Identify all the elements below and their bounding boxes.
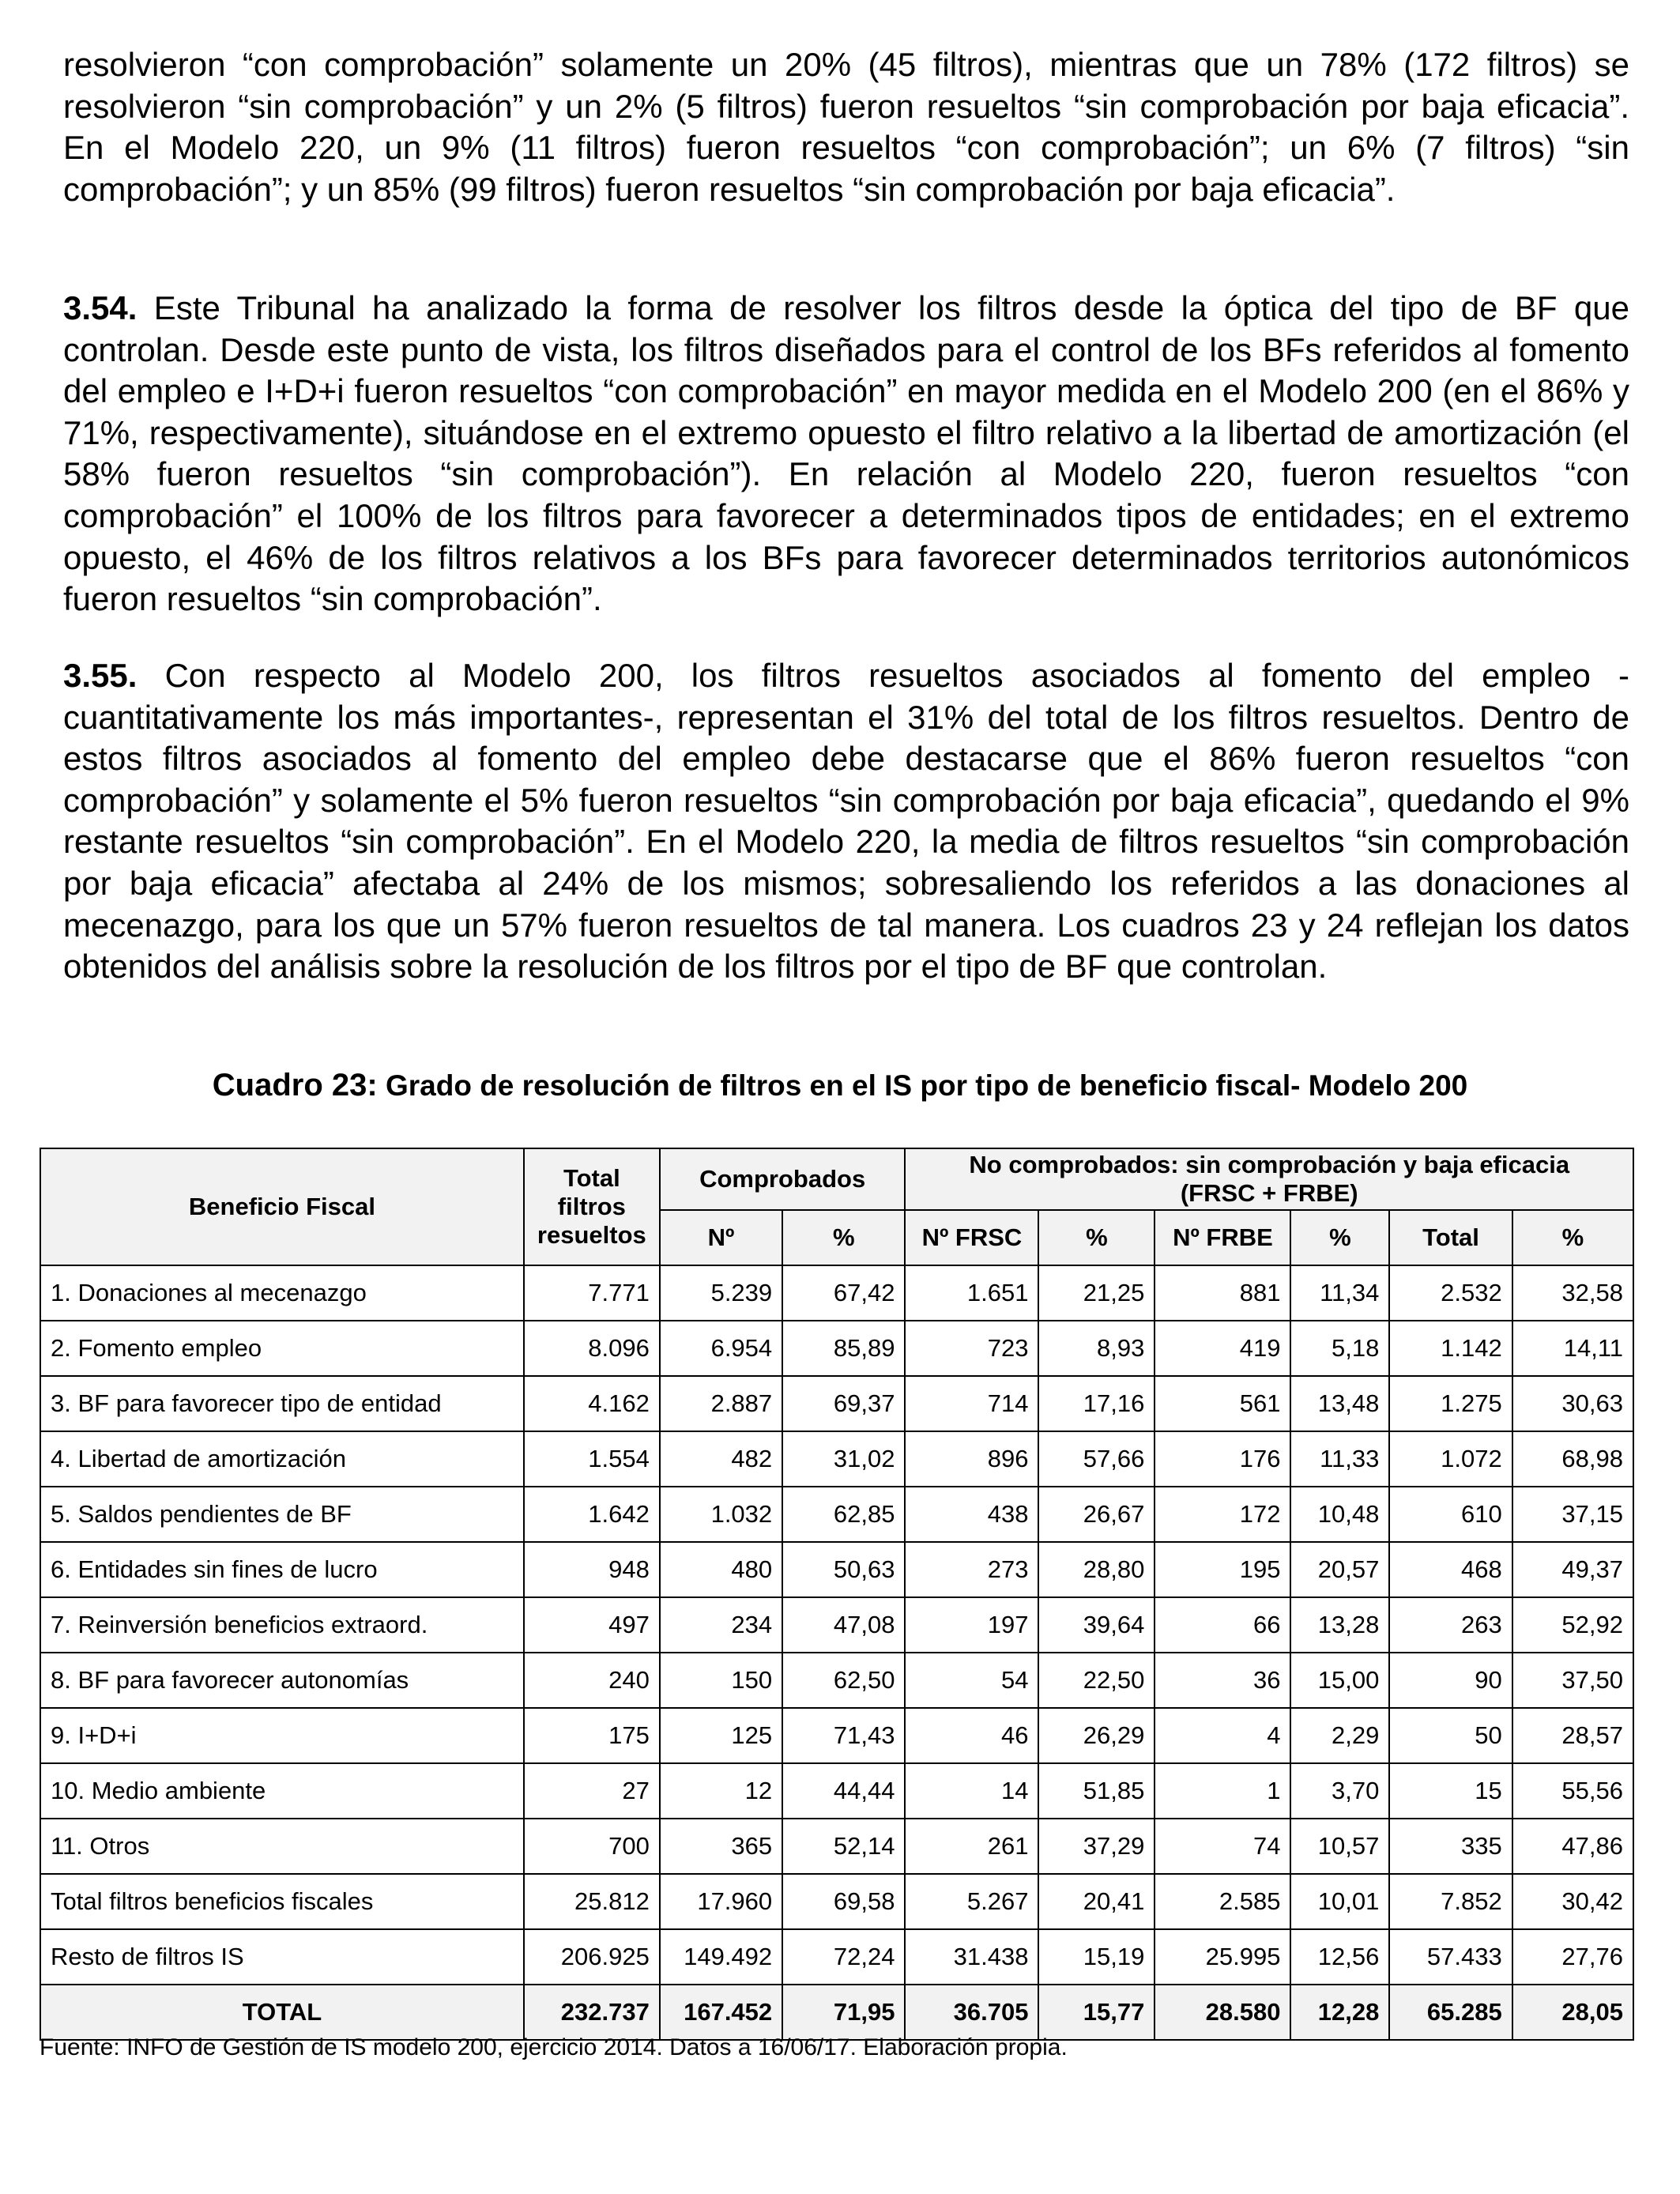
table-cell: 37,50: [1512, 1653, 1633, 1708]
table-cell: 1: [1155, 1763, 1290, 1819]
table-cell: 10,48: [1290, 1487, 1389, 1542]
table-cell: 610: [1389, 1487, 1512, 1542]
header-sub: Total: [1389, 1210, 1512, 1265]
table-cell: 2,29: [1290, 1708, 1389, 1763]
table-cell: 49,37: [1512, 1542, 1633, 1597]
table-cell: 71,95: [782, 1985, 905, 2040]
table-row: [40, 1321, 1633, 1376]
header-sub: %: [1038, 1210, 1155, 1265]
table-row: [40, 1597, 1633, 1653]
table-cell: 62,50: [782, 1653, 905, 1708]
table-cell: 8,93: [1038, 1321, 1155, 1376]
table-cell: 1.072: [1389, 1431, 1512, 1487]
table-cell: 15: [1389, 1763, 1512, 1819]
table-cell: 31.438: [905, 1929, 1038, 1985]
table-row: [40, 1542, 1633, 1597]
table-cell: 15,77: [1038, 1985, 1155, 2040]
row-label-cell: 1. Donaciones al mecenazgo: [40, 1265, 524, 1321]
table-cell: 30,42: [1512, 1874, 1633, 1929]
table-row: [40, 1708, 1633, 1763]
table-total-row: [40, 1985, 1633, 2040]
table-cell: 5,18: [1290, 1321, 1389, 1376]
paragraph-text: Este Tribunal ha analizado la forma de resolver los filtros desde la óptica del tipo de BF que controlan. Desde este punto de vista, los filtros diseñados para el control de los BFs referidos al fomento del empleo e I+D+i fueron resueltos “con comprobación” en mayor medida en el Modelo 200 (en el 86% y 71%, respectivamente), situándose en el extremo opuesto el filtro relativo a la libertad de amortización (el 58% fueron resueltos “sin comprobación”). En relación al Modelo 220, fueron resueltos “con comprobación” el 100% de los filtros para favorecer a determinados tipos de entidades; en el extremo opuesto, el 46% de los filtros relativos a los BFs para favorecer determinados territorios autonómicos fueron resueltos “sin comprobación”.: [63, 289, 1629, 618]
table-cell: 10,01: [1290, 1874, 1389, 1929]
row-label-cell: 6. Entidades sin fines de lucro: [40, 1542, 524, 1597]
table-cell: 57.433: [1389, 1929, 1512, 1985]
paragraph-number: 3.54.: [63, 289, 137, 326]
header-comprobados: Comprobados: [660, 1148, 906, 1210]
table-cell: 263: [1389, 1597, 1512, 1653]
table-cell: 68,98: [1512, 1431, 1633, 1487]
table-cell: 2.532: [1389, 1265, 1512, 1321]
table-cell: 700: [524, 1819, 660, 1874]
table-cell: 69,58: [782, 1874, 905, 1929]
table-cell: 90: [1389, 1653, 1512, 1708]
table-row: [40, 1763, 1633, 1819]
table-cell: 67,42: [782, 1265, 905, 1321]
table-cell: 4: [1155, 1708, 1290, 1763]
table-cell: 26,29: [1038, 1708, 1155, 1763]
table-cell: 896: [905, 1431, 1038, 1487]
table-row: [40, 1431, 1633, 1487]
header-sub: Nº: [660, 1210, 782, 1265]
table-cell: 2.887: [660, 1376, 782, 1431]
table-cell: 15,00: [1290, 1653, 1389, 1708]
table-cell: 28.580: [1155, 1985, 1290, 2040]
table-cell: 175: [524, 1708, 660, 1763]
table-cell: 28,57: [1512, 1708, 1633, 1763]
table-cell: 37,29: [1038, 1819, 1155, 1874]
table-row: [40, 1874, 1633, 1929]
table-cell: 197: [905, 1597, 1038, 1653]
table-cell: 66: [1155, 1597, 1290, 1653]
table-cell: 206.925: [524, 1929, 660, 1985]
table-caption: [0, 1067, 1680, 1104]
paragraph-continuation: [63, 44, 1629, 210]
table-cell: 7.852: [1389, 1874, 1512, 1929]
table-cell: 273: [905, 1542, 1038, 1597]
table-cell: 14: [905, 1763, 1038, 1819]
table-cell: 261: [905, 1819, 1038, 1874]
table-cell: 25.812: [524, 1874, 660, 1929]
table-cell: 1.554: [524, 1431, 660, 1487]
row-label-cell: 10. Medio ambiente: [40, 1763, 524, 1819]
table-cell: 26,67: [1038, 1487, 1155, 1542]
table-cell: 27,76: [1512, 1929, 1633, 1985]
table-cell: 234: [660, 1597, 782, 1653]
table-cell: 1.642: [524, 1487, 660, 1542]
row-label-cell: 8. BF para favorecer autonomías: [40, 1653, 524, 1708]
table-cell: 52,14: [782, 1819, 905, 1874]
table-row: [40, 1929, 1633, 1985]
table-cell: 31,02: [782, 1431, 905, 1487]
table-cell: 1.142: [1389, 1321, 1512, 1376]
table-cell: 50,63: [782, 1542, 905, 1597]
table-cell: 438: [905, 1487, 1038, 1542]
row-label-cell: 11. Otros: [40, 1819, 524, 1874]
table-cell: 17.960: [660, 1874, 782, 1929]
table-cell: 22,50: [1038, 1653, 1155, 1708]
table-row: [40, 1819, 1633, 1874]
table-cell: 17,16: [1038, 1376, 1155, 1431]
paragraph-3-54: [63, 288, 1629, 620]
table-cell: 74: [1155, 1819, 1290, 1874]
table-cell: 25.995: [1155, 1929, 1290, 1985]
caption-title: Grado de resolución de filtros en el IS por tipo de beneficio fiscal- Modelo 200: [377, 1069, 1468, 1102]
row-label-cell: Resto de filtros IS: [40, 1929, 524, 1985]
table-cell: 497: [524, 1597, 660, 1653]
table-cell: 149.492: [660, 1929, 782, 1985]
paragraph-text: resolvieron “con comprobación” solamente un 20% (45 filtros), mientras que un 78% (172 filtros) se resolvieron “sin comprobación” y un 2% (5 filtros) fueron resueltos “sin comprobación por baja eficacia”. En el Modelo 220, un 9% (11 filtros) fueron resueltos “con comprobación”; un 6% (7 filtros) “sin comprobación”; y un 85% (99 filtros) fueron resueltos “sin comprobación por baja eficacia”.: [63, 46, 1629, 208]
paragraph-3-55: [63, 655, 1629, 988]
header-sub: %: [1290, 1210, 1389, 1265]
table-cell: 11,33: [1290, 1431, 1389, 1487]
row-label-cell: 5. Saldos pendientes de BF: [40, 1487, 524, 1542]
table-cell: 4.162: [524, 1376, 660, 1431]
row-label-cell: TOTAL: [40, 1985, 524, 2040]
table-cell: 419: [1155, 1321, 1290, 1376]
table-row: [40, 1376, 1633, 1431]
table-cell: 52,92: [1512, 1597, 1633, 1653]
table-row: [40, 1653, 1633, 1708]
table-cell: 365: [660, 1819, 782, 1874]
table-cell: 85,89: [782, 1321, 905, 1376]
row-label-cell: 4. Libertad de amortización: [40, 1431, 524, 1487]
table-cell: 44,44: [782, 1763, 905, 1819]
row-label-cell: Total filtros beneficios fiscales: [40, 1874, 524, 1929]
table-cell: 37,15: [1512, 1487, 1633, 1542]
table-cell: 240: [524, 1653, 660, 1708]
table-cell: 480: [660, 1542, 782, 1597]
table-cell: 335: [1389, 1819, 1512, 1874]
table-cell: 5.239: [660, 1265, 782, 1321]
table-cell: 12,28: [1290, 1985, 1389, 2040]
table-cell: 51,85: [1038, 1763, 1155, 1819]
table-cell: 150: [660, 1653, 782, 1708]
table-cell: 1.651: [905, 1265, 1038, 1321]
table-cell: 57,66: [1038, 1431, 1155, 1487]
table-cell: 125: [660, 1708, 782, 1763]
paragraph-number: 3.55.: [63, 657, 137, 694]
table-cell: 54: [905, 1653, 1038, 1708]
table-cell: 172: [1155, 1487, 1290, 1542]
header-sub: %: [782, 1210, 905, 1265]
table-cell: 20,57: [1290, 1542, 1389, 1597]
table-cell: 14,11: [1512, 1321, 1633, 1376]
table-cell: 482: [660, 1431, 782, 1487]
table-cell: 30,63: [1512, 1376, 1633, 1431]
table-cell: 1.032: [660, 1487, 782, 1542]
header-no-comprobados: No comprobados: sin comprobación y baja eficacia (FRSC + FRBE): [905, 1148, 1633, 1210]
table-cell: 39,64: [1038, 1597, 1155, 1653]
table-cell: 71,43: [782, 1708, 905, 1763]
table-row: [40, 1487, 1633, 1542]
table-cell: 50: [1389, 1708, 1512, 1763]
row-label-cell: 2. Fomento empleo: [40, 1321, 524, 1376]
table-cell: 27: [524, 1763, 660, 1819]
table-cell: 20,41: [1038, 1874, 1155, 1929]
table-cell: 5.267: [905, 1874, 1038, 1929]
table-cell: 1.275: [1389, 1376, 1512, 1431]
table-cell: 47,08: [782, 1597, 905, 1653]
table-cell: 948: [524, 1542, 660, 1597]
table-cell: 13,28: [1290, 1597, 1389, 1653]
table-cell: 69,37: [782, 1376, 905, 1431]
table-cell: 36.705: [905, 1985, 1038, 2040]
table-cell: 6.954: [660, 1321, 782, 1376]
table-cell: 28,80: [1038, 1542, 1155, 1597]
table-cell: 7.771: [524, 1265, 660, 1321]
table-cell: 468: [1389, 1542, 1512, 1597]
row-label-cell: 7. Reinversión beneficios extraord.: [40, 1597, 524, 1653]
table-cell: 3,70: [1290, 1763, 1389, 1819]
table-cell: 8.096: [524, 1321, 660, 1376]
table-cell: 65.285: [1389, 1985, 1512, 2040]
table-cell: 167.452: [660, 1985, 782, 2040]
caption-label: Cuadro 23:: [212, 1068, 378, 1103]
data-table: [40, 1148, 1634, 2041]
header-sub: %: [1512, 1210, 1633, 1265]
header-sub: Nº FRSC: [905, 1210, 1038, 1265]
row-label-cell: 3. BF para favorecer tipo de entidad: [40, 1376, 524, 1431]
table-cell: 12: [660, 1763, 782, 1819]
table-cell: 15,19: [1038, 1929, 1155, 1985]
table-row: [40, 1265, 1633, 1321]
table-cell: 13,48: [1290, 1376, 1389, 1431]
table-cell: 47,86: [1512, 1819, 1633, 1874]
table-cell: 72,24: [782, 1929, 905, 1985]
table-cell: 881: [1155, 1265, 1290, 1321]
header-sub: Nº FRBE: [1155, 1210, 1290, 1265]
row-label-cell: 9. I+D+i: [40, 1708, 524, 1763]
table-cell: 36: [1155, 1653, 1290, 1708]
table-header: [40, 1148, 1633, 1265]
table-cell: 176: [1155, 1431, 1290, 1487]
table-cell: 32,58: [1512, 1265, 1633, 1321]
table-cell: 21,25: [1038, 1265, 1155, 1321]
table-cell: 12,56: [1290, 1929, 1389, 1985]
table-cell: 723: [905, 1321, 1038, 1376]
paragraph-text: Con respecto al Modelo 200, los filtros resueltos asociados al fomento del empleo -cuantitativamente los más importantes-, representan el 31% del total de los filtros resueltos. Dentro de estos filtros asociados al fomento del empleo debe destacarse que el 86% fueron resueltos “con comprobación” y solamente el 5% fueron resueltos “sin comprobación por baja eficacia”, quedando el 9% restante resueltos “sin comprobación”. En el Modelo 220, la media de filtros resueltos “sin comprobación por baja eficacia” afectaba al 24% de los mismos; sobresaliendo los referidos a las donaciones al mecenazgo, para los que un 57% fueron resueltos de tal manera. Los cuadros 23 y 24 reflejan los datos obtenidos del análisis sobre la resolución de los filtros por el tipo de BF que controlan.: [63, 657, 1629, 986]
table-cell: 55,56: [1512, 1763, 1633, 1819]
header-beneficio-fiscal: Beneficio Fiscal: [40, 1148, 524, 1265]
header-total-filtros: Total filtros resueltos: [524, 1148, 660, 1265]
table-cell: 10,57: [1290, 1819, 1389, 1874]
source-note: Fuente: INFO de Gestión de IS modelo 200, ejercicio 2014. Datos a 16/06/17. Elaboración propia.: [40, 2034, 1068, 2060]
table-cell: 62,85: [782, 1487, 905, 1542]
table-cell: 561: [1155, 1376, 1290, 1431]
table-cell: 714: [905, 1376, 1038, 1431]
table-cell: 11,34: [1290, 1265, 1389, 1321]
table-cell: 28,05: [1512, 1985, 1633, 2040]
table-body: [40, 1265, 1633, 2040]
table-cell: 195: [1155, 1542, 1290, 1597]
table-cell: 232.737: [524, 1985, 660, 2040]
table-cell: 46: [905, 1708, 1038, 1763]
table-cell: 2.585: [1155, 1874, 1290, 1929]
